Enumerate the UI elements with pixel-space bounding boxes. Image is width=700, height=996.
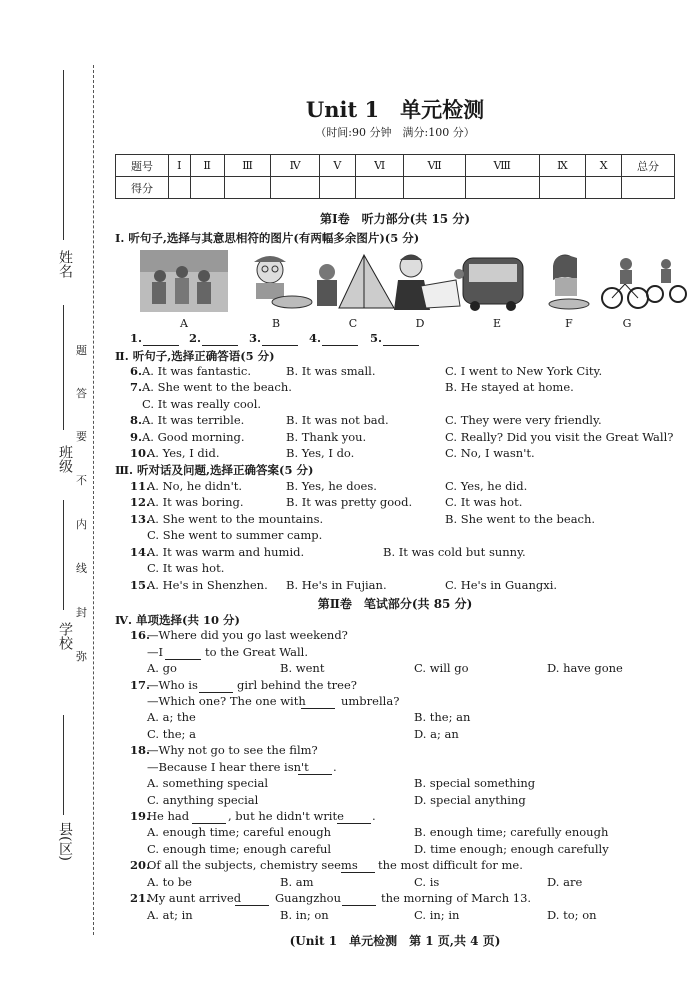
question-text: —Where did you go last weekend? xyxy=(147,628,348,642)
picture-label: C xyxy=(348,317,358,330)
question-text: He had xyxy=(147,809,190,823)
score-input-cell[interactable] xyxy=(622,177,675,199)
people-picnic-picture xyxy=(140,250,228,312)
table-cell: 得分 xyxy=(116,177,169,199)
section2-heading: Ⅱ. 听句子,选择正确答语(5 分) xyxy=(115,349,275,363)
option-c[interactable]: C. Yes, he did. xyxy=(445,479,528,493)
table-cell: Ⅹ xyxy=(586,155,622,177)
table-cell: Ⅲ xyxy=(224,155,271,177)
score-input-cell[interactable] xyxy=(404,177,465,199)
question-text: the most difficult for me. xyxy=(378,858,523,872)
cycling-picture xyxy=(600,250,688,312)
option-a[interactable]: A. to be xyxy=(147,875,192,889)
table-cell: Ⅵ xyxy=(355,155,404,177)
question-text: , but he didn't write xyxy=(228,809,344,823)
page-subtitle: （时间:90 分钟 满分:100 分） xyxy=(315,126,475,139)
score-input-cell[interactable] xyxy=(539,177,586,199)
answer-blank[interactable] xyxy=(192,809,226,824)
option-b[interactable]: B. It was pretty good. xyxy=(286,495,413,509)
option-b[interactable]: B. went xyxy=(280,661,325,675)
school-line xyxy=(63,500,64,610)
notice-char: 内 xyxy=(76,518,87,531)
class-label: 班级 xyxy=(57,445,73,473)
option-b[interactable]: B. She went to the beach. xyxy=(445,512,596,526)
part2-title: 第Ⅱ卷 笔试部分(共 85 分) xyxy=(317,597,473,611)
option-a[interactable]: A. something special xyxy=(147,776,269,790)
question-text: . xyxy=(372,809,376,823)
question-text: My aunt arrived xyxy=(147,891,242,905)
table-cell: Ⅴ xyxy=(319,155,355,177)
table-cell: Ⅱ xyxy=(190,155,224,177)
option-b[interactable]: B. It was cold but sunny. xyxy=(383,545,526,559)
option-c[interactable]: C. in; in xyxy=(414,908,460,922)
cut-line xyxy=(93,65,94,935)
option-c[interactable]: C. the; a xyxy=(147,727,196,741)
notice-char: 不 xyxy=(76,474,87,487)
option-b[interactable]: B. He stayed at home. xyxy=(445,380,574,394)
option-a[interactable]: A. enough time; careful enough xyxy=(147,825,332,839)
option-a[interactable]: A. Yes, I did. xyxy=(147,446,220,460)
option-a[interactable]: A. a; the xyxy=(147,710,196,724)
question-number: 9. xyxy=(130,430,143,444)
name-line xyxy=(63,70,64,240)
answer-blank[interactable] xyxy=(383,331,419,346)
answer-blank[interactable] xyxy=(337,809,371,824)
option-d[interactable]: D. time enough; enough carefully xyxy=(414,842,609,856)
option-c[interactable]: C. is xyxy=(414,875,440,889)
table-cell: 题号 xyxy=(116,155,169,177)
answer-blank[interactable] xyxy=(262,331,298,346)
question-number: 20. xyxy=(130,858,151,872)
score-input-cell[interactable] xyxy=(355,177,404,199)
notice-char: 答 xyxy=(76,387,87,400)
answer-number: 1. xyxy=(130,331,143,345)
score-input-cell[interactable] xyxy=(169,177,191,199)
option-b[interactable]: B. the; an xyxy=(414,710,471,724)
option-b[interactable]: B. Thank you. xyxy=(286,430,367,444)
answer-blank[interactable] xyxy=(202,331,238,346)
score-header-row xyxy=(116,155,675,177)
question-number: 19. xyxy=(130,809,151,823)
answer-number: 3. xyxy=(249,331,262,345)
option-b[interactable]: B. Yes, he does. xyxy=(286,479,377,493)
question-text: —Which one? The one with xyxy=(147,694,306,708)
option-c[interactable]: C. He's in Guangxi. xyxy=(445,578,558,592)
answer-blank[interactable] xyxy=(341,858,375,873)
picture-label: B xyxy=(271,317,281,330)
question-text: to the Great Wall. xyxy=(205,645,309,659)
question-number: 21. xyxy=(130,891,151,905)
question-text: umbrella? xyxy=(341,694,400,708)
option-b[interactable]: B. am xyxy=(280,875,314,889)
score-input-cell[interactable] xyxy=(271,177,319,199)
option-c[interactable]: C. will go xyxy=(414,661,469,675)
option-c[interactable]: C. It was hot. xyxy=(147,561,225,575)
question-text: —Because I hear there isn't xyxy=(147,760,309,774)
question-number: 17. xyxy=(130,678,151,692)
score-table xyxy=(115,154,675,199)
county-line xyxy=(63,715,64,815)
question-text: —Who is xyxy=(147,678,198,692)
question-number: 8. xyxy=(130,413,143,427)
option-a[interactable]: A. go xyxy=(147,661,177,675)
question-number: 7. xyxy=(130,380,143,394)
question-number: 10. xyxy=(130,446,151,460)
binding-margin xyxy=(0,0,100,996)
option-a[interactable]: A. It was boring. xyxy=(147,495,244,509)
option-d[interactable]: D. are xyxy=(547,875,583,889)
score-input-cell[interactable] xyxy=(319,177,355,199)
option-c[interactable]: C. No, I wasn't. xyxy=(445,446,535,460)
question-number: 12. xyxy=(130,495,151,509)
option-c[interactable]: C. enough time; enough careful xyxy=(147,842,332,856)
question-number: 6. xyxy=(130,364,143,378)
question-text: Guangzhou xyxy=(275,891,342,905)
option-c[interactable]: C. She went to summer camp. xyxy=(147,528,323,542)
answer-blank[interactable] xyxy=(199,678,233,693)
option-a[interactable]: A. She went to the beach. xyxy=(142,380,292,394)
table-cell: Ⅶ xyxy=(404,155,465,177)
option-c[interactable]: C. It was really cool. xyxy=(142,397,262,411)
answer-blank[interactable] xyxy=(235,891,269,906)
option-a[interactable]: A. She went to the mountains. xyxy=(147,512,324,526)
option-c[interactable]: C. anything special xyxy=(147,793,259,807)
county-label: 县(区) xyxy=(57,822,73,861)
table-cell: Ⅳ xyxy=(271,155,319,177)
option-d[interactable]: D. have gone xyxy=(547,661,623,675)
section3-heading: Ⅲ. 听对话及问题,选择正确答案(5 分) xyxy=(115,463,314,477)
option-a[interactable]: A. It was fantastic. xyxy=(142,364,251,378)
table-cell: Ⅰ xyxy=(169,155,191,177)
option-b[interactable]: B. in; on xyxy=(280,908,329,922)
score-input-cell[interactable] xyxy=(190,177,224,199)
section1-heading: Ⅰ. 听句子,选择与其意思相符的图片(有两幅多余图片)(5 分) xyxy=(115,231,420,245)
school-label: 学校 xyxy=(57,622,73,650)
picture-label: D xyxy=(415,317,425,330)
option-a[interactable]: A. He's in Shenzhen. xyxy=(147,578,268,592)
table-cell: Ⅸ xyxy=(539,155,586,177)
boy-eating-picture xyxy=(232,250,320,312)
question-number: 14. xyxy=(130,545,151,559)
option-b[interactable]: B. It was not bad. xyxy=(286,413,389,427)
score-input-cell[interactable] xyxy=(465,177,539,199)
notice-char: 封 xyxy=(76,606,87,619)
answer-number: 4. xyxy=(309,331,322,345)
option-a[interactable]: A. Good morning. xyxy=(142,430,245,444)
notice-char: 线 xyxy=(76,562,87,575)
table-cell: 总分 xyxy=(622,155,675,177)
man-reading-picture xyxy=(376,250,464,312)
question-number: 18. xyxy=(130,743,151,757)
question-text: girl behind the tree? xyxy=(237,678,357,692)
picture-label: G xyxy=(622,317,632,330)
option-d[interactable]: D. special anything xyxy=(414,793,526,807)
table-cell: Ⅷ xyxy=(465,155,539,177)
picture-label: E xyxy=(492,317,502,330)
page-footer: (Unit 1 单元检测 第 1 页,共 4 页) xyxy=(289,934,501,948)
answer-blank[interactable] xyxy=(143,331,179,346)
answer-blank[interactable] xyxy=(322,331,358,346)
question-text: —I xyxy=(147,645,164,659)
option-b[interactable]: B. He's in Fujian. xyxy=(286,578,387,592)
notice-char: 弥 xyxy=(76,650,87,663)
answer-blank[interactable] xyxy=(342,891,376,906)
page-title: Unit 1 单元检测 xyxy=(305,97,485,122)
class-line xyxy=(63,305,64,430)
option-d[interactable]: D. to; on xyxy=(547,908,597,922)
answer-blank[interactable] xyxy=(298,760,332,775)
option-a[interactable]: A. It was warm and humid. xyxy=(147,545,305,559)
option-b[interactable]: B. It was small. xyxy=(286,364,376,378)
answer-number: 5. xyxy=(370,331,383,345)
option-b[interactable]: B. special something xyxy=(414,776,536,790)
option-a[interactable]: A. at; in xyxy=(147,908,193,922)
option-b[interactable]: B. enough time; carefully enough xyxy=(414,825,609,839)
name-label: 姓名 xyxy=(57,250,73,278)
option-c[interactable]: C. They were very friendly. xyxy=(445,413,602,427)
score-value-row xyxy=(116,177,675,199)
score-input-cell[interactable] xyxy=(224,177,271,199)
question-text: —Why not go to see the film? xyxy=(147,743,318,757)
question-text: the morning of March 13. xyxy=(381,891,532,905)
question-text: . xyxy=(333,760,337,774)
option-d[interactable]: D. a; an xyxy=(414,727,459,741)
option-b[interactable]: B. Yes, I do. xyxy=(286,446,355,460)
notice-char: 题 xyxy=(76,344,87,357)
answer-blank[interactable] xyxy=(301,694,335,709)
option-c[interactable]: C. It was hot. xyxy=(445,495,523,509)
section4-heading: Ⅳ. 单项选择(共 10 分) xyxy=(115,613,240,627)
score-input-cell[interactable] xyxy=(586,177,622,199)
option-a[interactable]: A. It was terrible. xyxy=(142,413,245,427)
question-number: 11. xyxy=(130,479,151,493)
question-number: 15. xyxy=(130,578,151,592)
question-number: 13. xyxy=(130,512,151,526)
question-text: Of all the subjects, chemistry seems xyxy=(147,858,358,872)
picture-label: A xyxy=(180,317,188,330)
notice-char: 要 xyxy=(76,430,87,443)
option-a[interactable]: A. No, he didn't. xyxy=(147,479,243,493)
option-c[interactable]: C. I went to New York City. xyxy=(445,364,603,378)
picture-label: F xyxy=(565,317,573,330)
part1-title: 第Ⅰ卷 听力部分(共 15 分) xyxy=(319,212,471,226)
option-c[interactable]: C. Really? Did you visit the Great Wall? xyxy=(445,430,674,444)
answer-number: 2. xyxy=(189,331,202,345)
question-number: 16. xyxy=(130,628,151,642)
answer-blank[interactable] xyxy=(165,645,201,660)
